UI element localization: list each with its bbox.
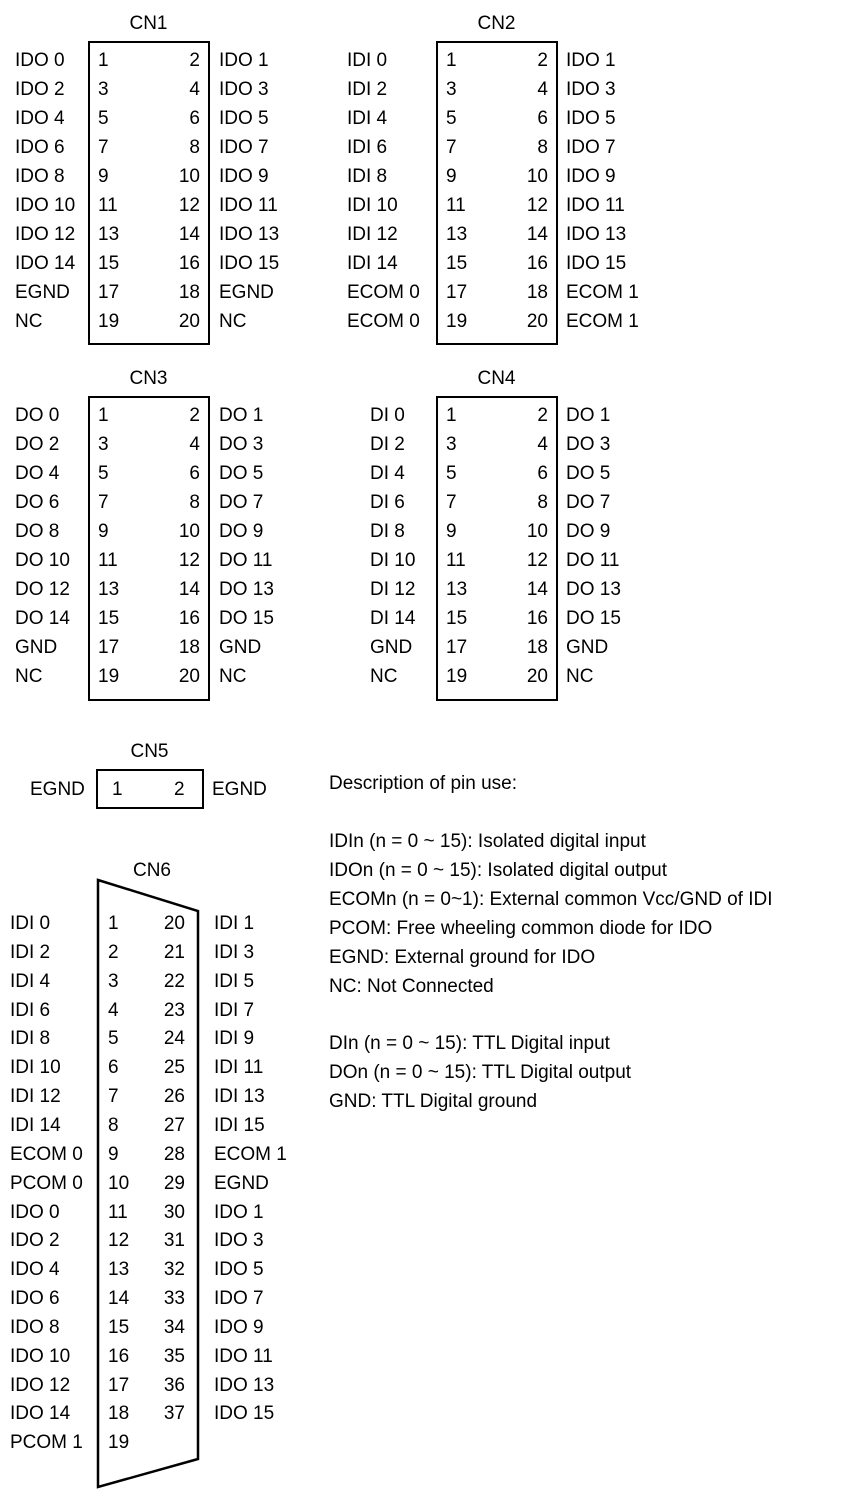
cn3-right-label: NC — [219, 666, 247, 687]
cn4-pin-13: 13 — [446, 579, 468, 600]
cn6-pin-9: 9 — [108, 1144, 119, 1165]
cn4-right-label: DO 13 — [566, 579, 621, 600]
cn3-left-label: DO 12 — [15, 579, 70, 600]
cn1-pin-16: 16 — [178, 253, 200, 274]
cn4-pin-4: 4 — [537, 434, 548, 455]
cn1-pin-3: 3 — [98, 79, 109, 100]
cn6-left-label: IDI 0 — [10, 913, 51, 934]
cn6-pin-20: 20 — [163, 913, 185, 934]
cn4-pin-3: 3 — [446, 434, 457, 455]
cn1-pin-12: 12 — [178, 195, 200, 216]
cn6-right-label: IDI 11 — [214, 1057, 264, 1078]
cn6-pin-34: 34 — [163, 1317, 185, 1338]
cn4-pin-2: 2 — [537, 405, 548, 426]
cn6-pin-1: 1 — [108, 913, 119, 934]
cn6-left-label: IDO 0 — [10, 1202, 60, 1223]
cn3-left-label: DO 6 — [15, 492, 60, 513]
cn4-left-label: GND — [370, 637, 413, 658]
cn6-left-label: PCOM 1 — [10, 1432, 83, 1453]
cn3-right-label: DO 5 — [219, 463, 264, 484]
cn3-right-label: GND — [219, 637, 262, 658]
cn1-pin-1: 1 — [98, 50, 109, 71]
cn1-right-label: IDO 7 — [219, 137, 269, 158]
cn3-pin-4: 4 — [189, 434, 200, 455]
cn2-right-label: IDO 15 — [566, 253, 627, 274]
cn6-pin-14: 14 — [108, 1288, 130, 1309]
cn6-right-label: IDI 9 — [214, 1028, 255, 1049]
cn3-pin-3: 3 — [98, 434, 109, 455]
cn1-left-label: NC — [15, 311, 43, 332]
cn6-pin-7: 7 — [108, 1086, 119, 1107]
cn6-left-label: IDO 4 — [10, 1259, 60, 1280]
cn3-right-label: DO 13 — [219, 579, 274, 600]
cn1-right-label: EGND — [219, 282, 274, 303]
cn3-pin-18: 18 — [178, 637, 200, 658]
cn2-left-label: ECOM 0 — [347, 311, 420, 332]
cn5-pin-2: 2 — [174, 779, 185, 800]
cn1-pin-19: 19 — [98, 311, 120, 332]
cn6-pin-30: 30 — [163, 1202, 185, 1223]
cn2-pin-1: 1 — [446, 50, 457, 71]
cn6-left-label: IDO 6 — [10, 1288, 60, 1309]
description-line: DIn (n = 0 ~ 15): TTL Digital input — [329, 1033, 610, 1054]
cn1-pin-6: 6 — [189, 108, 200, 129]
cn6-left-label: IDO 2 — [10, 1230, 60, 1251]
cn6-right-label: IDO 11 — [214, 1346, 273, 1367]
cn6-title: CN6 — [132, 860, 171, 881]
cn2-right-label: ECOM 1 — [566, 311, 639, 332]
cn1-left-label: EGND — [15, 282, 70, 303]
cn1-right-label: IDO 9 — [219, 166, 269, 187]
cn6-pin-12: 12 — [108, 1230, 130, 1251]
cn4-left-label: DI 0 — [370, 405, 405, 426]
cn1-pin-20: 20 — [178, 311, 200, 332]
cn1-right-label: IDO 5 — [219, 108, 269, 129]
cn4-pin-16: 16 — [526, 608, 548, 629]
cn2-pin-2: 2 — [537, 50, 548, 71]
cn3-right-label: DO 7 — [219, 492, 264, 513]
cn6-pin-21: 21 — [163, 942, 185, 963]
cn2-pin-7: 7 — [446, 137, 457, 158]
cn6-pin-35: 35 — [163, 1346, 185, 1367]
cn6-pin-8: 8 — [108, 1115, 119, 1136]
cn6-pin-28: 28 — [163, 1144, 185, 1165]
cn1-right-label: IDO 11 — [219, 195, 278, 216]
cn2-title: CN2 — [477, 13, 516, 34]
cn2-right-label: IDO 13 — [566, 224, 627, 245]
cn3-left-label: GND — [15, 637, 58, 658]
cn4-right-label: DO 9 — [566, 521, 611, 542]
cn6-pin-18: 18 — [108, 1403, 130, 1424]
cn6-right-label: IDI 1 — [214, 913, 255, 934]
cn6-right-label: IDI 5 — [214, 971, 255, 992]
cn3-left-label: DO 10 — [15, 550, 70, 571]
description-heading: Description of pin use: — [329, 773, 517, 794]
cn3-pin-13: 13 — [98, 579, 120, 600]
cn1-pin-15: 15 — [98, 253, 120, 274]
cn6-right-label: IDO 15 — [214, 1403, 275, 1424]
cn6-pin-32: 32 — [163, 1259, 185, 1280]
cn2-pin-6: 6 — [537, 108, 548, 129]
cn6-right-label: IDO 5 — [214, 1259, 264, 1280]
cn3-pin-5: 5 — [98, 463, 109, 484]
cn6-pin-6: 6 — [108, 1057, 119, 1078]
cn3-right-label: DO 9 — [219, 521, 264, 542]
cn1-pin-7: 7 — [98, 137, 109, 158]
cn4-right-label: DO 7 — [566, 492, 611, 513]
cn3-pin-8: 8 — [189, 492, 200, 513]
cn2-pin-5: 5 — [446, 108, 457, 129]
cn2-left-label: IDI 2 — [347, 79, 388, 100]
cn6-pin-31: 31 — [163, 1230, 185, 1251]
cn1-pin-8: 8 — [189, 137, 200, 158]
cn6-pin-33: 33 — [163, 1288, 185, 1309]
cn2-pin-17: 17 — [446, 282, 468, 303]
cn2-pin-12: 12 — [526, 195, 548, 216]
cn6-left-label: IDI 10 — [10, 1057, 61, 1078]
cn1-left-label: IDO 6 — [15, 137, 65, 158]
cn6-right-label: IDO 13 — [214, 1375, 275, 1396]
cn6-pin-19: 19 — [108, 1432, 130, 1453]
cn4-pin-18: 18 — [526, 637, 548, 658]
cn6-left-label: IDO 14 — [10, 1403, 71, 1424]
cn4-right-label: DO 15 — [566, 608, 621, 629]
cn1-left-label: IDO 0 — [15, 50, 65, 71]
cn4-pin-11: 11 — [446, 550, 466, 571]
cn5-left-label: EGND — [30, 779, 85, 800]
cn4-right-label: DO 11 — [566, 550, 620, 571]
cn6-pin-36: 36 — [163, 1375, 185, 1396]
cn4-left-label: DI 14 — [370, 608, 416, 629]
cn3-left-label: DO 4 — [15, 463, 60, 484]
cn4-left-label: DI 8 — [370, 521, 405, 542]
cn3-pin-6: 6 — [189, 463, 200, 484]
cn4-left-label: NC — [370, 666, 398, 687]
cn3-pin-16: 16 — [178, 608, 200, 629]
cn4-left-label: DI 2 — [370, 434, 405, 455]
cn2-left-label: IDI 14 — [347, 253, 398, 274]
cn6-pin-5: 5 — [108, 1028, 119, 1049]
cn2-left-label: IDI 10 — [347, 195, 398, 216]
cn6-right-label: EGND — [214, 1173, 269, 1194]
cn6-right-label: ECOM 1 — [214, 1144, 287, 1165]
cn1-right-label: IDO 13 — [219, 224, 280, 245]
cn1-pin-14: 14 — [178, 224, 200, 245]
cn3-right-label: DO 1 — [219, 405, 264, 426]
cn3-left-label: NC — [15, 666, 43, 687]
cn1-pin-17: 17 — [98, 282, 120, 303]
cn2-pin-20: 20 — [526, 311, 548, 332]
cn6-pin-26: 26 — [163, 1086, 185, 1107]
cn4-right-label: DO 5 — [566, 463, 611, 484]
cn4-pin-20: 20 — [526, 666, 548, 687]
cn6-left-label: IDI 4 — [10, 971, 51, 992]
cn1-right-label: IDO 1 — [219, 50, 269, 71]
cn2-pin-18: 18 — [526, 282, 548, 303]
cn5-right-label: EGND — [212, 779, 267, 800]
cn3-pin-20: 20 — [178, 666, 200, 687]
cn6-left-label: IDI 8 — [10, 1028, 51, 1049]
cn4-pin-6: 6 — [537, 463, 548, 484]
cn3-right-label: DO 11 — [219, 550, 273, 571]
cn1-left-label: IDO 8 — [15, 166, 65, 187]
cn6-pin-22: 22 — [163, 971, 185, 992]
cn3-pin-17: 17 — [98, 637, 120, 658]
cn2-pin-13: 13 — [446, 224, 468, 245]
cn6-left-label: ECOM 0 — [10, 1144, 83, 1165]
description-line: ECOMn (n = 0~1): External common Vcc/GND of IDI — [329, 889, 773, 910]
cn2-pin-4: 4 — [537, 79, 548, 100]
description-line: PCOM: Free wheeling common diode for IDO — [329, 918, 713, 939]
cn3-pin-9: 9 — [98, 521, 109, 542]
description-line: IDOn (n = 0 ~ 15): Isolated digital output — [329, 860, 667, 881]
cn6-right-label: IDO 7 — [214, 1288, 264, 1309]
cn5-title: CN5 — [130, 741, 169, 762]
cn2-right-label: ECOM 1 — [566, 282, 639, 303]
cn6-pin-29: 29 — [163, 1173, 185, 1194]
cn1-left-label: IDO 10 — [15, 195, 76, 216]
cn2-pin-3: 3 — [446, 79, 457, 100]
cn6-pin-37: 37 — [163, 1403, 185, 1424]
cn2-left-label: IDI 8 — [347, 166, 388, 187]
cn4-pin-9: 9 — [446, 521, 457, 542]
cn1-pin-18: 18 — [178, 282, 200, 303]
cn6-pin-27: 27 — [163, 1115, 185, 1136]
cn6-pin-11: 11 — [108, 1202, 128, 1223]
cn6-pin-15: 15 — [108, 1317, 130, 1338]
cn6-pin-16: 16 — [108, 1346, 130, 1367]
cn3-title: CN3 — [129, 368, 168, 389]
cn4-pin-19: 19 — [446, 666, 468, 687]
cn3-pin-2: 2 — [189, 405, 200, 426]
cn3-pin-15: 15 — [98, 608, 120, 629]
cn2-left-label: IDI 4 — [347, 108, 388, 129]
cn4-right-label: NC — [566, 666, 594, 687]
cn6-right-label: IDI 7 — [214, 1000, 255, 1021]
cn1-left-label: IDO 14 — [15, 253, 76, 274]
cn6-pin-25: 25 — [163, 1057, 185, 1078]
cn1-right-label: NC — [219, 311, 247, 332]
cn4-pin-10: 10 — [526, 521, 548, 542]
cn4-pin-12: 12 — [526, 550, 548, 571]
cn2-left-label: IDI 0 — [347, 50, 388, 71]
cn4-pin-5: 5 — [446, 463, 457, 484]
cn3-pin-7: 7 — [98, 492, 109, 513]
cn3-left-label: DO 14 — [15, 608, 70, 629]
cn6-pin-17: 17 — [108, 1375, 130, 1396]
cn6-left-label: PCOM 0 — [10, 1173, 83, 1194]
cn4-right-label: GND — [566, 637, 609, 658]
cn2-pin-16: 16 — [526, 253, 548, 274]
cn2-pin-9: 9 — [446, 166, 457, 187]
cn3-right-label: DO 15 — [219, 608, 274, 629]
cn6-pin-10: 10 — [108, 1173, 130, 1194]
description-line: NC: Not Connected — [329, 976, 494, 997]
cn2-right-label: IDO 5 — [566, 108, 616, 129]
cn2-left-label: ECOM 0 — [347, 282, 420, 303]
cn2-pin-14: 14 — [526, 224, 548, 245]
cn2-right-label: IDO 7 — [566, 137, 616, 158]
cn4-pin-8: 8 — [537, 492, 548, 513]
cn3-pin-11: 11 — [98, 550, 118, 571]
cn1-pin-2: 2 — [189, 50, 200, 71]
cn4-right-label: DO 3 — [566, 434, 611, 455]
cn2-right-label: IDO 11 — [566, 195, 625, 216]
cn3-left-label: DO 0 — [15, 405, 60, 426]
cn6-left-label: IDO 10 — [10, 1346, 71, 1367]
description-line: IDIn (n = 0 ~ 15): Isolated digital input — [329, 831, 646, 852]
cn1-pin-13: 13 — [98, 224, 120, 245]
cn2-left-label: IDI 12 — [347, 224, 398, 245]
cn6-right-label: IDI 3 — [214, 942, 255, 963]
cn6-pin-2: 2 — [108, 942, 119, 963]
cn4-pin-17: 17 — [446, 637, 468, 658]
cn1-pin-4: 4 — [189, 79, 200, 100]
cn1-right-label: IDO 15 — [219, 253, 280, 274]
cn6-left-label: IDI 12 — [10, 1086, 61, 1107]
cn2-pin-11: 11 — [446, 195, 466, 216]
cn4-pin-7: 7 — [446, 492, 457, 513]
description-line: GND: TTL Digital ground — [329, 1091, 538, 1112]
cn1-pin-10: 10 — [178, 166, 200, 187]
cn1-left-label: IDO 12 — [15, 224, 76, 245]
cn6-right-label: IDI 13 — [214, 1086, 265, 1107]
cn2-right-label: IDO 3 — [566, 79, 616, 100]
cn1-right-label: IDO 3 — [219, 79, 269, 100]
cn6-right-label: IDO 1 — [214, 1202, 264, 1223]
description-line: DOn (n = 0 ~ 15): TTL Digital output — [329, 1062, 632, 1083]
cn1-left-label: IDO 4 — [15, 108, 65, 129]
cn6-left-label: IDO 8 — [10, 1317, 60, 1338]
cn3-right-label: DO 3 — [219, 434, 264, 455]
cn6-left-label: IDI 6 — [10, 1000, 51, 1021]
cn2-left-label: IDI 6 — [347, 137, 388, 158]
cn4-left-label: DI 6 — [370, 492, 405, 513]
cn4-left-label: DI 10 — [370, 550, 416, 571]
cn6-right-label: IDO 3 — [214, 1230, 264, 1251]
cn6-pin-13: 13 — [108, 1259, 130, 1280]
cn3-pin-1: 1 — [98, 405, 109, 426]
cn4-left-label: DI 12 — [370, 579, 416, 600]
cn3-pin-10: 10 — [178, 521, 200, 542]
cn6-right-label: IDI 15 — [214, 1115, 265, 1136]
cn3-left-label: DO 8 — [15, 521, 60, 542]
cn6-right-label: IDO 9 — [214, 1317, 264, 1338]
cn1-pin-11: 11 — [98, 195, 118, 216]
cn2-pin-15: 15 — [446, 253, 468, 274]
cn2-pin-10: 10 — [526, 166, 548, 187]
cn1-title: CN1 — [129, 13, 168, 34]
cn2-pin-19: 19 — [446, 311, 468, 332]
cn6-left-label: IDO 12 — [10, 1375, 71, 1396]
cn1-pin-9: 9 — [98, 166, 109, 187]
cn6-pin-23: 23 — [163, 1000, 185, 1021]
cn4-pin-15: 15 — [446, 608, 468, 629]
cn3-pin-12: 12 — [178, 550, 200, 571]
cn1-left-label: IDO 2 — [15, 79, 65, 100]
cn4-title: CN4 — [477, 368, 516, 389]
cn3-left-label: DO 2 — [15, 434, 60, 455]
cn4-right-label: DO 1 — [566, 405, 611, 426]
cn2-right-label: IDO 9 — [566, 166, 616, 187]
cn1-pin-5: 5 — [98, 108, 109, 129]
cn6-pin-24: 24 — [163, 1028, 185, 1049]
cn3-pin-19: 19 — [98, 666, 120, 687]
cn6-pin-4: 4 — [108, 1000, 119, 1021]
cn4-pin-14: 14 — [526, 579, 548, 600]
cn6-left-label: IDI 14 — [10, 1115, 61, 1136]
cn6-pin-3: 3 — [108, 971, 119, 992]
cn3-pin-14: 14 — [178, 579, 200, 600]
cn2-pin-8: 8 — [537, 137, 548, 158]
cn6-left-label: IDI 2 — [10, 942, 51, 963]
cn4-left-label: DI 4 — [370, 463, 405, 484]
cn4-pin-1: 1 — [446, 405, 457, 426]
cn2-right-label: IDO 1 — [566, 50, 616, 71]
description-line: EGND: External ground for IDO — [329, 947, 596, 968]
cn5-pin-1: 1 — [112, 779, 123, 800]
